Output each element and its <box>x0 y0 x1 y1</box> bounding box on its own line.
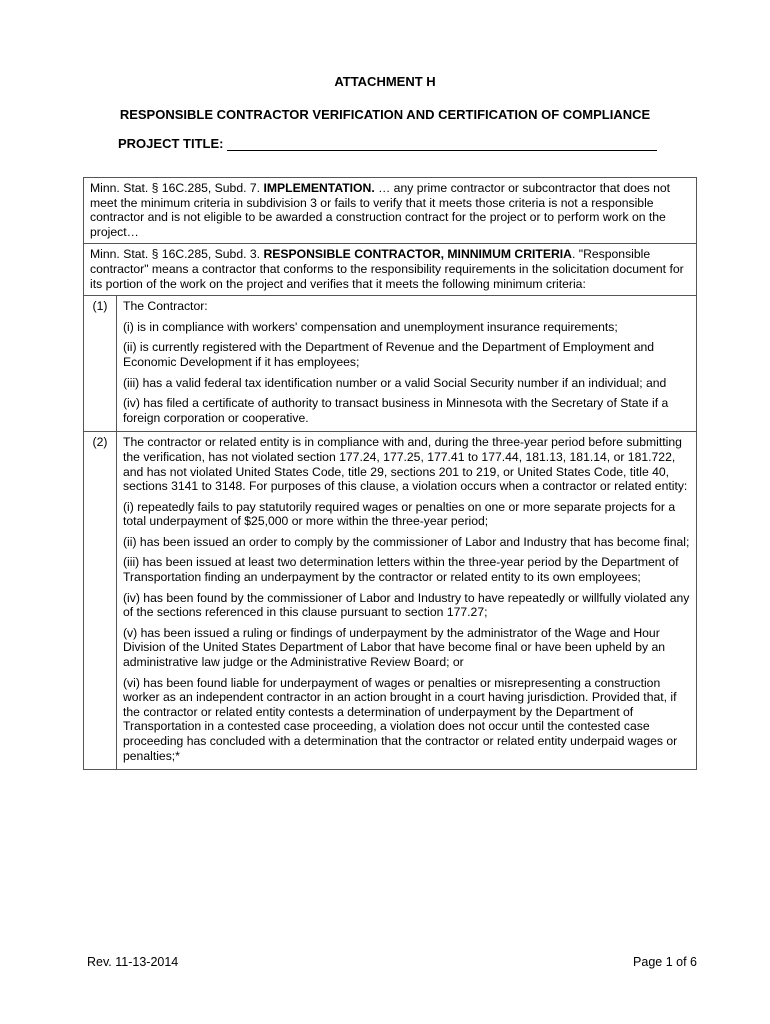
criteria-table <box>83 177 697 770</box>
minimum-criteria-cell <box>84 244 697 296</box>
criterion-row-2 <box>84 432 697 770</box>
criterion-paragraph: (iii) has a valid federal tax identification number or a valid Social Security number if an individual; and <box>123 375 667 390</box>
project-title-field[interactable] <box>227 136 657 151</box>
criterion-row-1 <box>84 296 697 432</box>
revision-date: Rev. 11-13-2014 <box>87 955 179 969</box>
criterion-number: (1) <box>84 296 117 432</box>
criterion-paragraph: (vi) has been found liable for underpayment of wages or penalties or misrepresenting a construction worker as an independent contractor in an action brought in a court having jurisdiction. Provided that, if the contractor or related entity contests a determination of underpayment by the Department of Transportation in a contested case proceeding, a violation does not occur until the contested case proceeding has concluded with a determination that the contractor or related entity underpaid wages or penalties;* <box>123 675 678 763</box>
implementation-paragraph <box>90 181 690 239</box>
minimum-criteria-row <box>84 244 697 296</box>
minimum-criteria-text: . "Responsible contractor" means a contractor that conforms to the responsibility requirements in the solicitation document for its portion of the work on the project and verifies that it meets the following minimum criteria: <box>90 247 684 291</box>
criterion-body <box>117 296 697 432</box>
criterion-paragraph: The contractor or related entity is in compliance with and, during the three-year period before submitting the verification, has not violated section 177.24, 177.25, 177.41 to 177.44, 181.13, 181.14, or 181.722, and has not violated United States Code, title 29, sections 201 to 219, or United States Code, title 40, sections 3141 to 3148. For purposes of this clause, a violation occurs when a contractor or related entity: <box>123 435 688 494</box>
implementation-row <box>84 178 697 244</box>
implementation-heading: IMPLEMENTATION. <box>263 181 375 195</box>
page-number: Page 1 of 6 <box>633 955 697 969</box>
attachment-heading: ATTACHMENT H <box>334 74 436 89</box>
criterion-paragraph: (i) is in compliance with workers' compensation and unemployment insurance requirements; <box>123 319 618 334</box>
implementation-cell <box>84 178 697 244</box>
project-title-label: PROJECT TITLE: <box>118 136 224 151</box>
criterion-paragraph: (i) repeatedly fails to pay statutorily required wages or penalties on one or more separate projects for a total underpayment of $25,000 or more within the three-year period; <box>123 499 676 529</box>
criterion-paragraph: (v) has been issued a ruling or findings of underpayment by the administrator of the Wage and Hour Division of the United States Department of Labor that have become final or have been upheld by an administrative law judge or the Administrative Review Board; or <box>123 625 666 670</box>
document-title: RESPONSIBLE CONTRACTOR VERIFICATION AND CERTIFICATION OF COMPLIANCE <box>119 107 651 122</box>
implementation-text: … any prime contractor or subcontractor that does not meet the minimum criteria in subdivision 3 or fails to verify that it meets those criteria is not a responsible contractor and is not eligible to be awarded a construction contract for the project or to perform work on the project… <box>90 181 671 239</box>
criterion-paragraph: The Contractor: <box>123 299 208 314</box>
implementation-citation: Minn. Stat. § 16C.285, Subd. 7. <box>90 181 264 195</box>
criterion-body <box>117 432 697 770</box>
criterion-paragraph: (ii) is currently registered with the Department of Revenue and the Department of Employment and Economic Development if it has employees; <box>123 340 655 369</box>
criterion-paragraph: (iv) has been found by the commissioner of Labor and Industry to have repeatedly or willfully violated any of the sections referenced in this clause pursuant to section 177.27; <box>123 590 690 620</box>
minimum-criteria-citation: Minn. Stat. § 16C.285, Subd. 3. <box>90 247 264 262</box>
criterion-paragraph: (iii) has been issued at least two determination letters within the three-year period by the Department of Transportation finding an underpayment by the contractor or related entity to its own employees; <box>123 555 679 585</box>
criterion-paragraph: (ii) has been issued an order to comply by the commissioner of Labor and Industry that has become final; <box>123 534 690 549</box>
criterion-paragraph: (iv) has filed a certificate of authority to transact business in Minnesota with the Secretary of State if a foreign corporation or cooperative. <box>123 396 669 425</box>
project-title-row <box>118 136 657 151</box>
criterion-number: (2) <box>84 432 117 770</box>
minimum-criteria-heading: RESPONSIBLE CONTRACTOR, MINNIMUM CRITERIA <box>263 247 572 262</box>
minimum-criteria-paragraph <box>90 247 690 291</box>
